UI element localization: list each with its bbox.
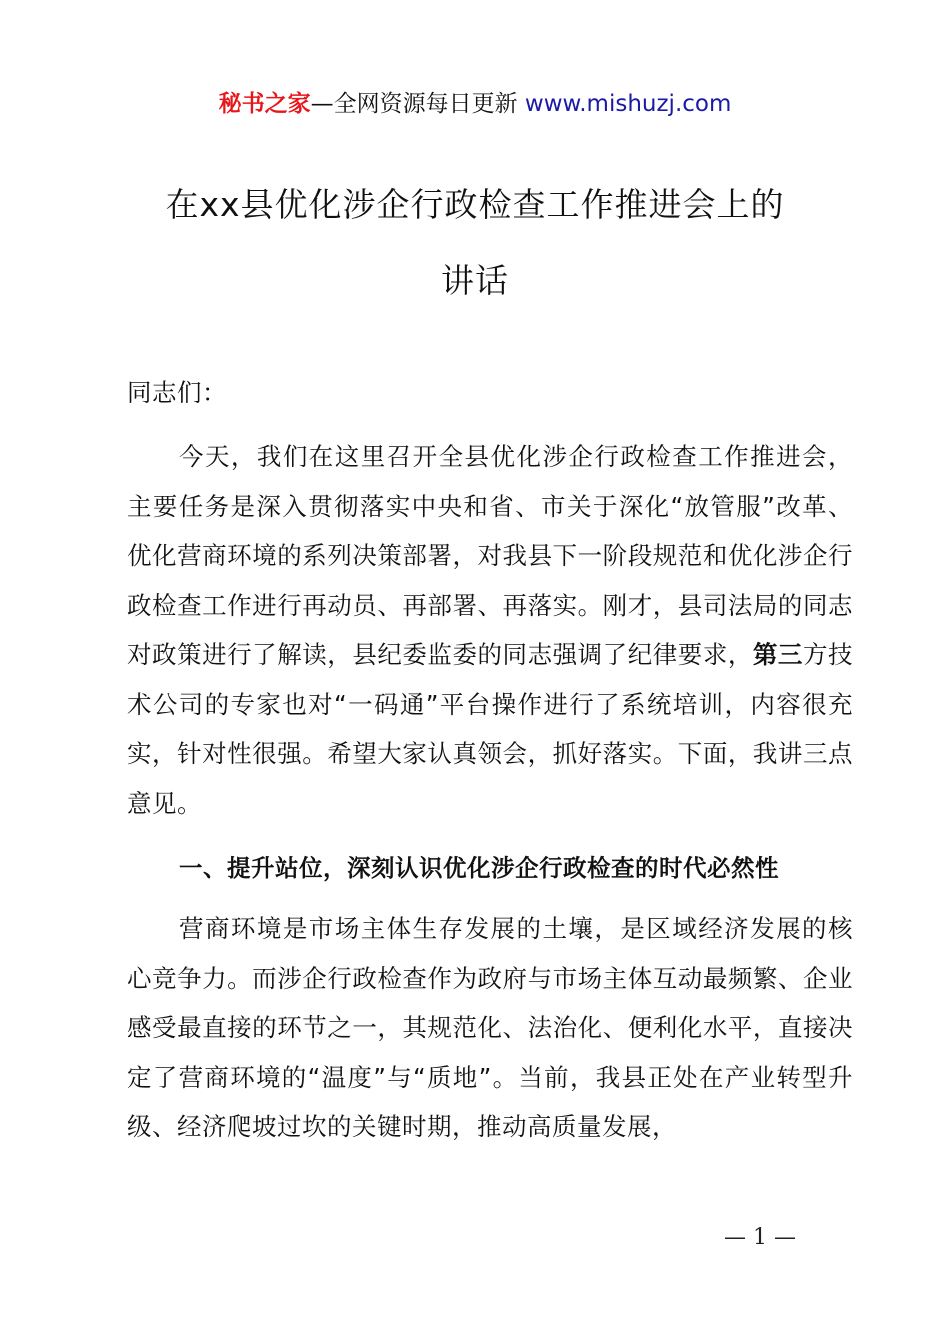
paragraph-intro <box>127 432 853 828</box>
salutation: 同志们： <box>127 378 227 407</box>
paragraph-intro-part2: 方技术公司的专家也对“一码通”平台操作进行了系统培训，内容很充实，针对性很强。希望大家认真领会，抓好落实。下面，我讲三点意见。 <box>127 640 854 818</box>
paragraph-intro-bold: 第三 <box>752 640 803 669</box>
site-tagline: —全网资源每日更新 <box>310 91 518 117</box>
site-url-link[interactable]: www.mishuzj.com <box>524 91 732 117</box>
site-brand[interactable]: 秘书之家 <box>218 91 311 117</box>
title-line-2: 讲话 <box>441 261 509 300</box>
paragraph-intro-part1: 今天，我们在这里召开全县优化涉企行政检查工作推进会，主要任务是深入贯彻落实中央和省、市关于深化“放管服”改革、优化营商环境的系列决策部署，对我县下一阶段规范和优化涉企行政检查工作进行再动员、再部署、再落实。刚才，县司法局的同志对政策进行了解读，县纪委监委的同志强调了纪律要求， <box>127 442 853 669</box>
page-number: — 1 — <box>724 1225 796 1250</box>
title-line-1: 在xx县优化涉企行政检查工作推进会上的 <box>165 185 785 224</box>
document-title <box>110 180 840 306</box>
section-heading-1: 一、提升站位，深刻认识优化涉企行政检查的时代必然性 <box>179 854 779 882</box>
paragraph-section1: 营商环境是市场主体生存发展的土壤，是区域经济发展的核心竞争力。而涉企行政检查作为政府与市场主体互动最频繁、企业感受最直接的环节之一，其规范化、法治化、便利化水平，直接决定了营商环境的“温度”与“质地”。当前，我县正处在产业转型升级、经济爬坡过坎的关键时期，推动高质量发展， <box>127 914 853 1141</box>
site-header <box>0 86 950 122</box>
